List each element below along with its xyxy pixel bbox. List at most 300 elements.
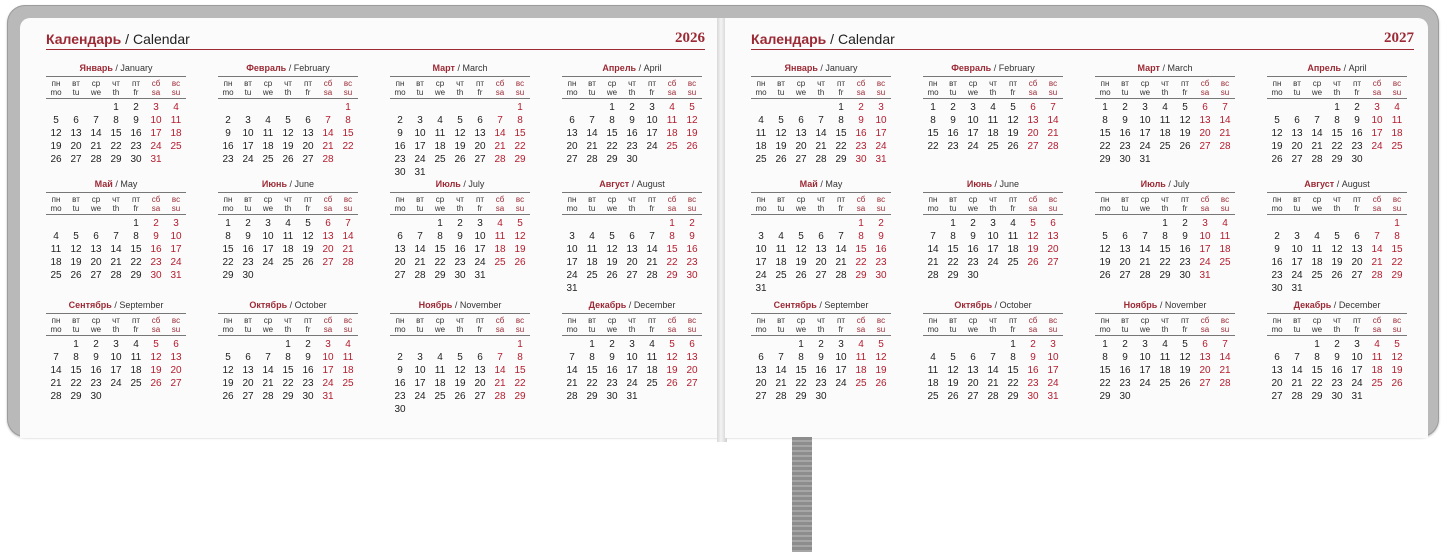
day-cell: 2 (93, 339, 99, 350)
day-cell: 28 (494, 154, 506, 165)
weekday-label (1307, 316, 1327, 334)
weekday-label (278, 195, 298, 213)
day-cell: 26 (150, 378, 162, 389)
weekday-ru: вт (72, 79, 80, 88)
day-cell (1347, 282, 1367, 295)
weekday-label (642, 316, 662, 334)
week-row (390, 269, 530, 282)
weekday-en: we (262, 325, 274, 334)
day-cell: 7 (1050, 102, 1056, 113)
weekday-header (218, 193, 358, 215)
day-cell (510, 269, 530, 282)
month-name-ru: Март (432, 63, 455, 73)
month-block (218, 179, 358, 282)
weekday-ru: вс (515, 195, 525, 204)
day-cell: 19 (795, 257, 807, 268)
day-cell: 20 (795, 141, 807, 152)
day-cell: 15 (222, 244, 234, 255)
day-cell: 4 (497, 218, 503, 229)
day-cell: 16 (626, 128, 638, 139)
weekday-en: sa (151, 88, 161, 97)
day-cell: 5 (225, 352, 231, 363)
day-cell (390, 101, 410, 114)
month-name-ru: Июль (435, 179, 461, 189)
day-cell: 26 (775, 154, 787, 165)
day-cell: 16 (130, 128, 142, 139)
weekday-label (751, 316, 771, 334)
day-cell: 5 (457, 352, 463, 363)
day-cell: 28 (110, 270, 122, 281)
day-cell: 25 (1007, 257, 1019, 268)
weekday-en: mo (222, 204, 234, 213)
week-row (1095, 338, 1235, 351)
day-cell: 1 (930, 102, 936, 113)
weekday-en: th (284, 325, 292, 334)
month-block (1267, 179, 1407, 295)
month-name-ru: Июль (1140, 179, 1166, 189)
weekday-ru: вс (515, 79, 525, 88)
week-row (390, 377, 530, 390)
bookmark-ribbon[interactable] (792, 437, 812, 552)
day-cell: 10 (170, 231, 182, 242)
weekday-ru: вт (244, 316, 252, 325)
weekday-en: tu (72, 88, 80, 97)
day-cell: 23 (394, 154, 406, 165)
day-cell: 7 (345, 218, 351, 229)
weekday-label (470, 316, 490, 334)
week-row (46, 364, 186, 377)
day-cell: 11 (342, 352, 354, 363)
weekday-ru: вс (876, 195, 886, 204)
day-cell: 28 (494, 391, 506, 402)
day-cell: 23 (222, 154, 234, 165)
weekday-label (831, 316, 851, 334)
day-cell: 15 (947, 244, 959, 255)
month-name-separator: / (816, 300, 825, 310)
month-name-ru: Апрель (1307, 63, 1342, 73)
day-cell: 11 (1371, 352, 1383, 363)
day-cell: 26 (1179, 141, 1191, 152)
day-cell: 17 (242, 141, 254, 152)
day-cell: 2 (133, 102, 139, 113)
day-cell: 30 (606, 391, 618, 402)
week-row (1267, 256, 1407, 269)
day-grid (218, 217, 358, 282)
weekday-label (318, 195, 338, 213)
day-cell: 1 (1102, 102, 1108, 113)
weekday-ru: ср (1140, 316, 1150, 325)
day-cell: 12 (666, 352, 678, 363)
month-block (218, 63, 358, 166)
day-cell: 15 (130, 244, 142, 255)
day-cell: 28 (1219, 378, 1231, 389)
day-cell: 8 (1102, 115, 1108, 126)
day-cell (318, 101, 338, 114)
day-cell: 28 (1311, 154, 1323, 165)
day-cell: 29 (1099, 154, 1111, 165)
weekday-label (1175, 195, 1195, 213)
weekday-en: fr (133, 325, 139, 334)
weekday-ru: пт (837, 195, 845, 204)
week-row (562, 256, 702, 269)
weekday-label (1095, 316, 1115, 334)
month-block (923, 63, 1063, 153)
weekday-en: we (795, 204, 807, 213)
day-cell: 24 (150, 141, 162, 152)
day-cell (390, 338, 410, 351)
week-row (218, 390, 358, 403)
day-cell: 19 (454, 141, 466, 152)
day-cell: 4 (133, 339, 139, 350)
weekday-label (338, 316, 358, 334)
day-cell: 7 (778, 352, 784, 363)
weekday-ru: пт (304, 316, 312, 325)
day-grid (923, 101, 1063, 153)
day-cell: 29 (586, 391, 598, 402)
weekday-ru: ср (91, 316, 101, 325)
weekday-ru: пт (837, 79, 845, 88)
weekday-en: we (1139, 88, 1151, 97)
month-header (751, 300, 891, 314)
day-cell: 30 (1119, 391, 1131, 402)
day-cell: 3 (1142, 339, 1148, 350)
day-cell: 30 (1027, 391, 1039, 402)
day-cell: 6 (325, 218, 331, 229)
weekday-en: fr (477, 204, 483, 213)
weekday-ru: вс (171, 79, 181, 88)
day-cell: 26 (302, 257, 314, 268)
day-grid (1095, 338, 1235, 403)
day-cell: 27 (242, 391, 254, 402)
planner-cover (7, 5, 1439, 437)
week-row (390, 403, 530, 416)
day-cell: 31 (626, 391, 638, 402)
day-cell: 13 (686, 352, 698, 363)
weekday-label (1387, 79, 1407, 97)
month-block (1267, 63, 1407, 166)
day-cell: 4 (1374, 339, 1380, 350)
day-grid (1095, 101, 1235, 166)
month-name-en: October (294, 300, 327, 310)
weekday-ru: вт (72, 316, 80, 325)
weekday-label (1175, 79, 1195, 97)
day-cell (562, 217, 582, 230)
day-cell (298, 269, 318, 282)
day-cell: 17 (626, 365, 638, 376)
weekday-ru: пт (648, 316, 656, 325)
day-cell: 29 (1159, 270, 1171, 281)
week-row (751, 217, 891, 230)
day-cell: 20 (1271, 378, 1283, 389)
day-cell: 21 (110, 257, 122, 268)
week-row (923, 269, 1063, 282)
weekday-en: mo (927, 325, 939, 334)
day-cell: 6 (173, 339, 179, 350)
weekday-en: tu (588, 88, 596, 97)
day-cell: 1 (1314, 339, 1320, 350)
day-cell: 6 (569, 115, 575, 126)
day-cell: 27 (302, 154, 314, 165)
day-cell: 10 (566, 244, 578, 255)
day-cell: 4 (1162, 339, 1168, 350)
day-cell: 24 (987, 257, 999, 268)
day-cell: 30 (855, 154, 867, 165)
day-cell: 31 (170, 270, 182, 281)
weekday-en: fr (1354, 204, 1360, 213)
weekday-en: sa (323, 204, 333, 213)
day-cell: 11 (130, 352, 142, 363)
month-name-ru: Октябрь (954, 300, 993, 310)
day-cell: 5 (517, 218, 523, 229)
day-cell (1175, 390, 1195, 403)
day-cell: 24 (626, 378, 638, 389)
day-cell: 8 (930, 115, 936, 126)
day-cell: 18 (987, 128, 999, 139)
day-cell: 26 (1179, 378, 1191, 389)
day-cell: 13 (90, 244, 102, 255)
day-cell: 25 (1219, 257, 1231, 268)
day-cell: 26 (50, 154, 62, 165)
day-cell: 7 (1314, 115, 1320, 126)
weekday-ru: пн (1100, 79, 1110, 88)
day-cell: 3 (1142, 102, 1148, 113)
day-cell: 29 (795, 391, 807, 402)
day-cell: 10 (474, 231, 486, 242)
weekday-ru: пт (837, 316, 845, 325)
day-cell: 6 (1050, 218, 1056, 229)
month-name-ru: Май (799, 179, 818, 189)
weekday-en: we (795, 325, 807, 334)
day-cell (1287, 338, 1307, 351)
week-row (1267, 230, 1407, 243)
day-cell: 27 (755, 391, 767, 402)
day-cell: 4 (53, 231, 59, 242)
week-row (1267, 101, 1407, 114)
day-cell: 30 (394, 404, 406, 415)
weekday-header (751, 193, 891, 215)
day-cell: 7 (417, 231, 423, 242)
day-cell (1307, 217, 1327, 230)
month-name-ru: Декабрь (1293, 300, 1332, 310)
weekday-ru: вс (876, 316, 886, 325)
day-cell: 3 (838, 339, 844, 350)
day-cell: 20 (1199, 128, 1211, 139)
day-cell: 10 (150, 115, 162, 126)
day-cell: 30 (626, 154, 638, 165)
weekday-ru: вт (1121, 316, 1129, 325)
weekday-en: we (1311, 325, 1323, 334)
day-cell: 16 (1271, 257, 1283, 268)
day-cell: 1 (285, 339, 291, 350)
day-cell: 15 (282, 365, 294, 376)
weekday-ru: пн (567, 316, 577, 325)
month-block (751, 63, 891, 166)
day-cell: 15 (434, 244, 446, 255)
day-cell: 13 (242, 365, 254, 376)
weekday-label (1327, 79, 1347, 97)
weekday-ru: пт (1181, 195, 1189, 204)
week-row (923, 390, 1063, 403)
day-cell: 10 (875, 115, 887, 126)
day-cell (410, 101, 430, 114)
week-row (923, 351, 1063, 364)
weekday-label (106, 316, 126, 334)
weekday-ru: вс (343, 79, 353, 88)
day-cell: 28 (586, 154, 598, 165)
day-cell: 10 (1199, 231, 1211, 242)
day-cell: 19 (1179, 365, 1191, 376)
weekday-ru: сб (1200, 195, 1210, 204)
day-grid (751, 338, 891, 403)
day-cell: 21 (586, 141, 598, 152)
day-cell: 10 (242, 128, 254, 139)
weekday-en: we (90, 325, 102, 334)
week-row (562, 127, 702, 140)
weekday-ru: сб (1028, 79, 1038, 88)
day-cell: 21 (50, 378, 62, 389)
weekday-ru: чт (456, 195, 464, 204)
day-cell: 19 (1027, 244, 1039, 255)
weekday-en: th (817, 325, 825, 334)
month-block (923, 300, 1063, 403)
day-cell: 19 (606, 257, 618, 268)
day-cell: 26 (282, 154, 294, 165)
day-cell (1287, 101, 1307, 114)
week-row (1267, 153, 1407, 166)
day-cell: 24 (875, 141, 887, 152)
weekday-ru: ср (91, 79, 101, 88)
day-cell: 15 (1331, 128, 1343, 139)
month-name-ru: Март (1137, 63, 1160, 73)
weekday-en: sa (151, 204, 161, 213)
day-cell: 20 (1291, 141, 1303, 152)
weekday-en: fr (1354, 88, 1360, 97)
weekday-label (298, 195, 318, 213)
week-row (923, 364, 1063, 377)
day-cell: 14 (1047, 115, 1059, 126)
day-cell: 22 (606, 141, 618, 152)
week-row (390, 390, 530, 403)
week-row (562, 243, 702, 256)
day-cell: 13 (394, 244, 406, 255)
day-cell: 30 (815, 391, 827, 402)
weekday-en: tu (1121, 325, 1129, 334)
day-cell: 2 (970, 218, 976, 229)
day-cell: 29 (222, 270, 234, 281)
weekday-label (490, 79, 510, 97)
weekday-ru: ср (607, 79, 617, 88)
day-cell: 1 (589, 339, 595, 350)
day-cell (811, 217, 831, 230)
weekday-en: we (606, 88, 618, 97)
day-cell: 6 (798, 115, 804, 126)
day-cell (771, 101, 791, 114)
week-row (218, 351, 358, 364)
day-cell (602, 282, 622, 295)
week-row (1095, 390, 1235, 403)
day-cell: 23 (1271, 270, 1283, 281)
month-name-separator: / (636, 63, 644, 73)
day-cell: 13 (1027, 115, 1039, 126)
weekday-en: sa (1200, 325, 1210, 334)
day-cell: 9 (1122, 115, 1128, 126)
day-cell (1003, 269, 1023, 282)
day-cell: 17 (1139, 365, 1151, 376)
day-cell: 23 (875, 257, 887, 268)
day-cell: 10 (755, 244, 767, 255)
weekday-ru: вс (1392, 79, 1402, 88)
day-cell: 22 (1099, 378, 1111, 389)
day-cell: 5 (878, 339, 884, 350)
weekday-en: mo (1271, 204, 1283, 213)
day-grid (562, 217, 702, 295)
weekday-label (298, 79, 318, 97)
day-cell: 23 (1179, 257, 1191, 268)
page-year: 2026 (675, 30, 705, 46)
weekday-ru: вс (687, 316, 697, 325)
day-cell: 20 (1199, 365, 1211, 376)
day-cell: 25 (170, 141, 182, 152)
weekday-en: th (456, 204, 464, 213)
day-cell: 9 (93, 352, 99, 363)
day-cell: 14 (494, 128, 506, 139)
day-cell: 19 (1007, 128, 1019, 139)
weekday-en: su (515, 88, 525, 97)
day-cell: 5 (950, 352, 956, 363)
weekday-ru: пн (51, 195, 61, 204)
day-cell: 5 (1274, 115, 1280, 126)
day-cell (811, 282, 831, 295)
day-cell: 11 (1391, 115, 1403, 126)
week-row (1095, 114, 1235, 127)
day-cell: 15 (855, 244, 867, 255)
month-block (46, 63, 186, 166)
day-cell: 19 (282, 141, 294, 152)
weekday-ru: сб (856, 79, 866, 88)
day-cell: 29 (666, 270, 678, 281)
day-cell (1267, 217, 1287, 230)
week-row (390, 101, 530, 114)
month-name-en: November (1164, 300, 1207, 310)
weekday-ru: сб (323, 316, 333, 325)
weekday-header (218, 77, 358, 99)
day-cell (490, 166, 510, 179)
day-cell: 6 (1202, 102, 1208, 113)
day-cell (682, 390, 702, 403)
day-cell: 17 (566, 257, 578, 268)
weekday-ru: пн (567, 79, 577, 88)
weekday-en: we (1311, 204, 1323, 213)
day-cell: 8 (517, 115, 523, 126)
weekday-label (1135, 316, 1155, 334)
day-cell (582, 217, 602, 230)
day-cell: 26 (666, 378, 678, 389)
weekday-label (923, 316, 943, 334)
day-cell: 21 (1219, 128, 1231, 139)
weekday-en: fr (1354, 325, 1360, 334)
weekday-en: mo (566, 204, 578, 213)
weekday-en: sa (1028, 88, 1038, 97)
weekday-label (450, 79, 470, 97)
weekday-label (146, 316, 166, 334)
weekday-ru: чт (628, 195, 636, 204)
weekday-en: su (343, 325, 353, 334)
weekday-en: sa (667, 325, 677, 334)
day-cell (430, 166, 450, 179)
day-cell: 17 (1291, 257, 1303, 268)
day-cell (751, 217, 771, 230)
week-row (1267, 377, 1407, 390)
